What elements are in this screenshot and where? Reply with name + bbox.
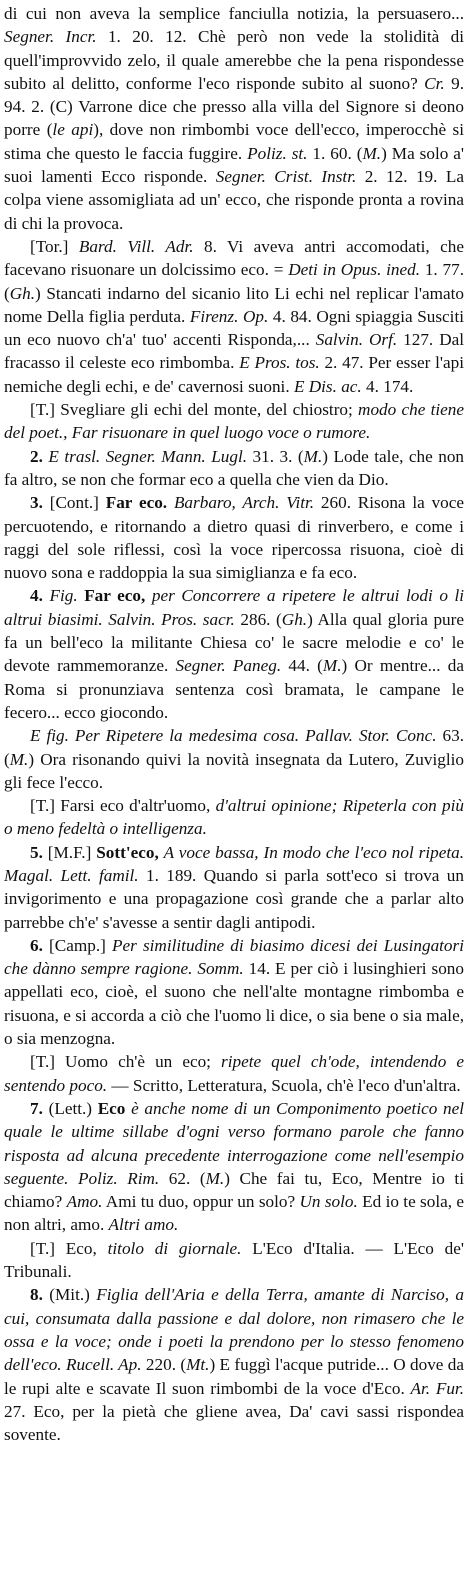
text-run: ), dove non rimbombi voce dell'ecco, imperocchè si stima che questo le faccia fuggire. (4, 120, 464, 163)
bold-run: 5. (30, 842, 48, 862)
italic-run: Segner. Incr. (4, 27, 97, 47)
text-run: 1. 60. ( (307, 143, 363, 163)
entry-sense-4-fig (4, 724, 464, 794)
text-run: [Tor.] (30, 236, 79, 256)
bold-run: Sott'eco, (96, 842, 159, 862)
italic-run: E trasl. Segner. Mann. Lugl. (48, 446, 248, 466)
entry-sense-7 (4, 1097, 464, 1237)
italic-run: M. (9, 749, 29, 769)
text-run (167, 493, 174, 512)
text-run: [Camp.] (49, 935, 112, 955)
text-run: ) Stancati indarno del sicanio lito Li echi nel replicar l'amato nome Della figlia perduta. (4, 283, 464, 326)
italic-run: E Dis. ac. (293, 376, 362, 396)
italic-run: Fig. (49, 586, 78, 606)
text-run: 27. Eco, per la pietà che gliene avea, Da' cavi sassi rispondea sovente. (4, 1401, 464, 1445)
text-run: ) Ora risonando quivi la novità insegnata da Lutero, Zuviglio gli fece l'ecco. (4, 749, 464, 792)
italic-run: modo che tiene del poet., Far risuonare in quel luogo voce o rumore. (4, 400, 464, 443)
italic-run: Poliz. st. (247, 143, 308, 163)
italic-run: M. (362, 143, 382, 163)
text-run: 2. 12. 19. La colpa viene assomigliata ad un' ecco, che risponde pronta a rovina di chi la provoca. (4, 167, 464, 233)
text-run: 62. ( (159, 1168, 206, 1188)
text-run: ) Ma solo a' suoi lamenti Ecco risponde. (4, 143, 465, 187)
text-run: [T.] Svegliare gli echi del monte, del chiostro; (30, 400, 359, 420)
text-run: 1. 189. Quando si parla sott'eco si trova un invigorimento e una propagazione così grande che a parlar alto parrebbe ch'e' s'avesse a sentir dagli antipodi. (4, 865, 464, 932)
italic-run: è anche nome di un Componimento poetico nel quale le ultime sillabe d'ogni verso formano parole che fanno risposta ad alcuna precedente interrogazione come nell'esempio seguente. Poliz. Rim. (4, 1098, 465, 1188)
italic-run: Amo. (66, 1192, 103, 1212)
italic-run: Salvin. Orf. (315, 330, 398, 350)
italic-run: Segner. Paneg. (175, 656, 282, 676)
italic-run: Ar. Fur. (410, 1378, 465, 1398)
entry-sense-2 (4, 445, 464, 492)
entry-sense-echi-del-monte (4, 398, 464, 445)
bold-run: 8. (30, 1285, 50, 1305)
italic-run: Gh. (9, 283, 36, 303)
entry-sense-3 (4, 491, 464, 584)
italic-run: Firenz. Op. (189, 306, 269, 326)
italic-run: E Pros. tos. (239, 353, 320, 373)
italic-run: Cr. (424, 73, 445, 93)
entry-sense-6-uomo (4, 1050, 464, 1097)
entry-sense-7-giornale (4, 1237, 464, 1284)
italic-run: Segner. Crist. Instr. (215, 167, 357, 187)
text-run: 4. 84. Ogni spiaggia Susciti un eco nuovo ch'a' tuo' accenti Risponda,... (4, 306, 464, 350)
text-run: 8. Vi aveva antri accomodati, che facevano risuonare un dolcissimo eco. = (4, 236, 464, 280)
text-run: ) Alla qual gloria pure fa un bell'eco la militante Chiesa co' le sacre melodie e co' le devote rammemoranze. (4, 609, 464, 676)
text-run: ) Lode tale, che non fa altro, se non che formar eco a quella che vien da Dio. (4, 446, 465, 489)
text-run: 31. 3. ( (247, 446, 304, 466)
italic-run: Deti in Opus. ined. (288, 260, 421, 280)
text-run: [T.] Uomo ch'è un eco; (30, 1052, 222, 1072)
text-run: ) Che fai tu, Eco, Mentre io ti chiamo? (4, 1168, 464, 1212)
italic-run: Barbaro, Arch. Vitr. (173, 493, 315, 513)
bold-run: 2. (30, 446, 49, 466)
text-run: 260. Risona la voce percuotendo, e ritornando a dietro quasi di rinverbero, e come i raggi del sole riflessi, così la voce ripercossa risuona, cioè di nuovo sona e raddoppia la sua simiglianza e fa eco. (4, 493, 465, 583)
text-run: [T.] Eco, (30, 1238, 108, 1258)
italic-run: Un solo. (299, 1192, 358, 1212)
italic-run: ripete quel ch'ode, intendendo e sentendo poco. (4, 1052, 464, 1095)
text-run: 2. 47. Per esser l'api nemiche degli echi, e de' cavernosi suoni. (4, 353, 465, 396)
entry-sense-6 (4, 934, 464, 1050)
italic-run: titolo di giornale. (107, 1238, 242, 1258)
text-run: 63. ( (4, 726, 465, 769)
bold-run: 4. (30, 586, 50, 606)
text-run: 286. ( (234, 609, 282, 629)
italic-run: d'altrui opinione; Ripeterla con più o meno fedeltà o intelligenza. (4, 796, 464, 839)
italic-run: per Concorrere a ripetere le altrui lodi o li altrui biasimi. Salvin. Pros. sacr. (4, 586, 465, 629)
italic-run: A voce bassa, In modo che l'eco nol ripeta. Magal. Lett. famil. (4, 842, 464, 885)
italic-run: Bard. Vill. Adr. (78, 236, 194, 256)
text-run: Ami tu duo, oppur un solo? (102, 1192, 300, 1212)
entry-sense-5 (4, 841, 464, 934)
bold-run: Far eco, (84, 586, 146, 606)
text-run: [Cont.] (49, 493, 106, 513)
text-run: ) Or mentre... da Roma si pronunziava sentenza così bramata, le campane le fecero... ecco giocondo. (4, 656, 464, 722)
italic-run: Mt. (186, 1355, 210, 1375)
bold-run: 6. (30, 935, 50, 955)
text-run: 127. Dal fracasso il celeste eco rimbomba. (4, 330, 465, 373)
text-run: 14. E per ciò i lusinghieri sono appellati eco, cioè, el suono che nell'alte montagne rimbomba e risuona, e si accorda a ciò che l'uomo li dice, o sia bene o sia male, o sia menzogna. (4, 959, 464, 1049)
text-run: 1. 77. ( (4, 260, 465, 303)
italic-run: le api (52, 120, 94, 140)
text-run: L'Eco d'Italia. — L'Eco de' Tribunali. (4, 1238, 465, 1282)
text-run: 1. 20. 12. Chè però non vede la stolidità di quell'improvvido zelo, il quale amerebbe che la pena rispondesse subito al delitto, conforme l'eco risponde subito al suono? (4, 27, 464, 93)
text-run: [T.] Farsi eco d'altr'uomo, (30, 796, 216, 816)
bold-run: 7. (30, 1098, 49, 1118)
text-run: ) E fuggì l'acque putride... O dove da le rupi alte e scavate Il suon rimbombi de la voce d'Eco. (4, 1355, 464, 1398)
italic-run: M. (303, 446, 323, 466)
text-run: 44. ( (281, 656, 323, 676)
text-run: (Mit.) (49, 1285, 97, 1305)
italic-run: M. (205, 1168, 225, 1188)
italic-run: Figlia dell'Aria e della Terra, amante di Narciso, a cui, consumata dalla passione e dal dolore, non rimasero che le ossa e la voce; onde i poeti la prendono per lo stesso fenomeno dell'eco. Rucell. Ap. (4, 1285, 465, 1375)
text-run: di cui non aveva la semplice fanciulla notizia, la persuasero... (4, 4, 464, 23)
entry-sense-4 (4, 584, 464, 724)
entry-continuation (4, 2, 464, 235)
text-run: 220. ( (141, 1355, 187, 1375)
text-run: — Scritto, Letteratura, Scuola, ch'è l'eco d'un'altra. (107, 1075, 461, 1095)
bold-run: Far eco. (105, 493, 168, 513)
entry-sense-8 (4, 1283, 464, 1446)
text-run: [M.F.] (47, 842, 97, 862)
italic-run: Gh. (281, 609, 308, 629)
text-run: (Lett.) (48, 1098, 98, 1118)
text-run: 9. 94. 2. (C) Varrone dice che presso alla villa del Signore si deono porre ( (4, 73, 464, 140)
italic-run: Per similitudine di biasimo dicesi dei Lusingatori che dànno sempre ragione. Somm. (4, 935, 464, 979)
text-run: Ed io te sola, e non altri, amo. (4, 1192, 465, 1235)
bold-run: Eco (97, 1098, 126, 1118)
italic-run: M. (322, 656, 342, 676)
entry-sense-4-farsi-eco (4, 794, 464, 841)
entry-sense-tor (4, 235, 464, 398)
italic-run: E fig. Per Ripetere la medesima cosa. Pallav. Stor. Conc. (30, 726, 437, 746)
italic-run: Altri amo. (108, 1215, 179, 1235)
bold-run: 3. (30, 493, 50, 513)
text-run: 4. 174. (361, 376, 414, 396)
